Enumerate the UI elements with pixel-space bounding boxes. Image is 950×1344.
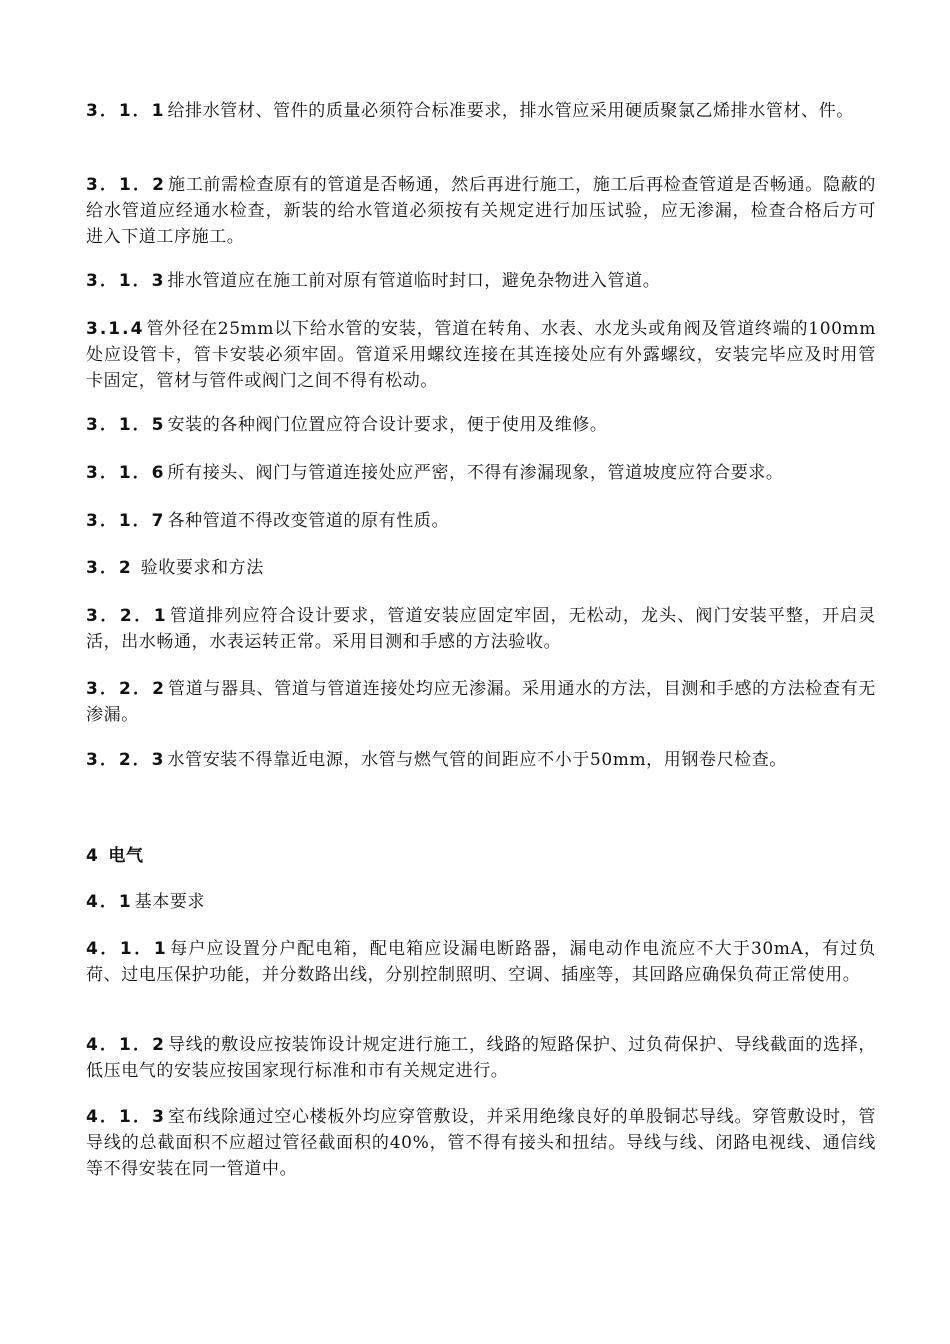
clause-text: 施工前需检查原有的管道是否畅通，然后再进行施工，施工后再检查管道是否畅通。隐蔽的给水管道应经通水检查，新装的给水管道必须按有关规定进行加压试验，应无渗漏，检查合格后方可进入下道工序施工。 (86, 175, 876, 247)
clause-number: 3．2．3 (86, 750, 166, 770)
clause-3-1-3 (86, 268, 876, 294)
clause-number: 3．1．6 (86, 463, 166, 483)
clause-number: 3.1.4 (86, 319, 145, 339)
clause-number: 3．1．1 (86, 101, 166, 121)
clause-text: 管道与器具、管道与管道连接处均应无渗漏。采用通水的方法，目测和手感的方法检查有无渗漏。 (86, 679, 876, 725)
clause-3-1-2 (86, 172, 876, 250)
clause-text: 管外径在25mm以下给水管的安装，管道在转角、水表、水龙头或角阀及管道终端的100mm处应设管卡，管卡安装必须牢固。管道采用螺纹连接在其连接处应有外露螺纹，安装完毕应及时用管卡固定，管材与管件或阀门之间不得有松动。 (86, 319, 876, 391)
clause-text: 导线的敷设应按装饰设计规定进行施工，线路的短路保护、过负荷保护、导线截面的选择，低压电气的安装应按国家现行标准和市有关规定进行。 (86, 1035, 876, 1081)
clause-text: 电气 (108, 846, 144, 866)
clause-text: 排水管道应在施工前对原有管道临时封口，避免杂物进入管道。 (167, 271, 661, 291)
clause-number: 3．1．5 (86, 415, 166, 435)
section-4-1-heading (86, 889, 876, 915)
clause-text: 室布线除通过空心楼板外均应穿管敷设，并采用绝缘良好的单股铜芯导线。穿管敷设时，管导线的总截面积不应超过管径截面积的40%，管不得有接头和扭结。导线与线、闭路电视线、通信线等不得安装在同一管道中。 (86, 1107, 876, 1179)
clause-3-2-1 (86, 603, 876, 655)
clause-text: 验收要求和方法 (134, 558, 264, 578)
clause-3-2-2 (86, 676, 876, 728)
clause-3-1-5 (86, 412, 876, 438)
clause-number: 4 (86, 846, 100, 866)
clause-text: 各种管道不得改变管道的原有性质。 (167, 511, 450, 531)
clause-number: 3．1．7 (86, 511, 166, 531)
clause-text: 每户应设置分户配电箱，配电箱应设漏电断路器，漏电动作电流应不大于30mA，有过负荷、过电压保护功能，并分数路出线，分别控制照明、空调、插座等，其回路应确保负荷正常使用。 (86, 939, 876, 985)
clause-4-1-1 (86, 936, 876, 988)
clause-3-2-3 (86, 747, 876, 773)
clause-number: 4．1．3 (86, 1107, 166, 1127)
clause-text: 所有接头、阀门与管道连接处应严密，不得有渗漏现象，管道坡度应符合要求。 (167, 463, 784, 483)
clause-number: 3．1．3 (86, 271, 166, 291)
clause-number: 3．2 (86, 558, 133, 578)
clause-text: 管道排列应符合设计要求，管道安装应固定牢固，无松动，龙头、阀门安装平整，开启灵活，出水畅通，水表运转正常。采用目测和手感的方法验收。 (86, 606, 876, 652)
section-3-2-heading (86, 555, 876, 581)
clause-number: 3．2．1 (86, 606, 168, 626)
clause-text: 安装的各种阀门位置应符合设计要求，便于使用及维修。 (167, 415, 608, 435)
clause-3-1-4 (86, 316, 876, 394)
clause-4-1-3 (86, 1104, 876, 1182)
clause-3-1-7 (86, 508, 876, 534)
clause-text: 基本要求 (134, 892, 206, 912)
section-4-heading (86, 843, 876, 869)
clause-number: 4．1．2 (86, 1035, 166, 1055)
clause-text: 水管安装不得靠近电源，水管与燃气管的间距应不小于50mm，用钢卷尺检查。 (167, 750, 787, 770)
clause-number: 3．2．2 (86, 679, 166, 699)
clause-3-1-1 (86, 98, 876, 124)
clause-text: 给排水管材、管件的质量必须符合标准要求，排水管应采用硬质聚氯乙烯排水管材、件。 (167, 101, 854, 121)
clause-3-1-6 (86, 460, 876, 486)
clause-number: 4．1．1 (86, 939, 168, 959)
clause-4-1-2 (86, 1032, 876, 1084)
clause-number: 3．1．2 (86, 175, 166, 195)
clause-number: 4．1 (86, 892, 133, 912)
